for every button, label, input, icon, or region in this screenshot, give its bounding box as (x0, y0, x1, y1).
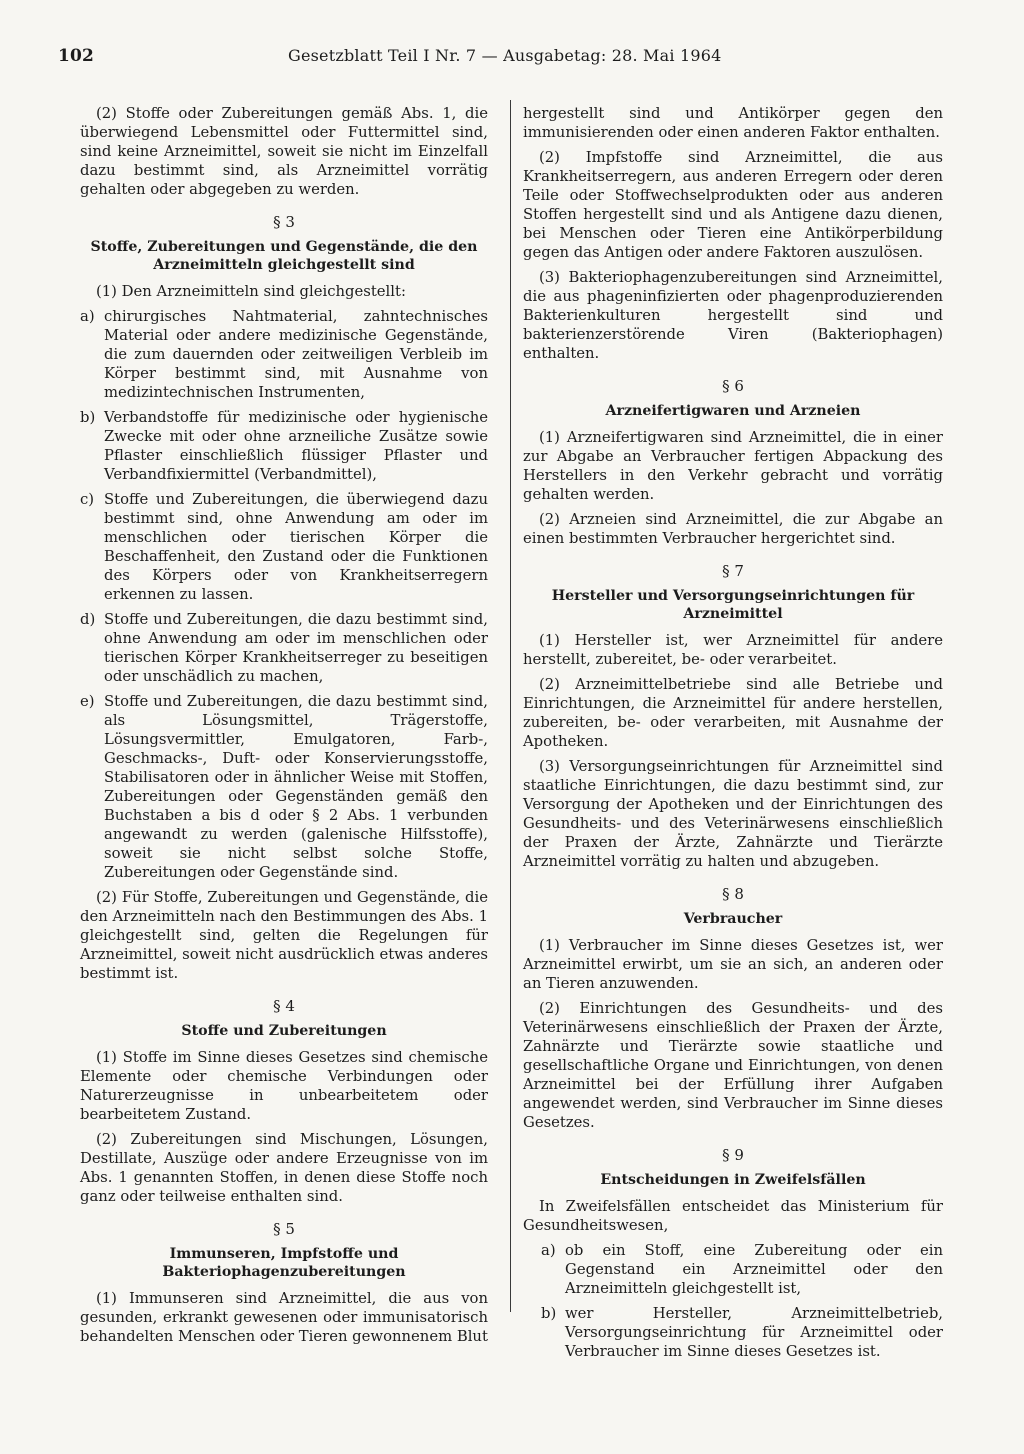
s5-abs1-cont: hergestellt sind und Antikörper gegen den immunisierenden oder einen anderen Faktor enthalten. (523, 105, 943, 141)
s7-abs3: (3) Versorgungseinrichtungen für Arzneimittel sind staatliche Einrichtungen, die dazu bestimmt sind, zur Versorgung der Apotheken und der Einrichtungen des Gesundheits- und des Veterinärwesens einschließlich der Praxen der Ärzte, Zahnärzte und Tierärzte Arzneimittel vorrätig zu halten und abzugeben. (523, 758, 943, 870)
s5-abs3: (3) Bakteriophagenzubereitungen sind Arzneimittel, die aus phageninfizierten oder phagenproduzierenden Bakterienkulturen hergestellt sind und bakterienzerstörende Viren (Bakteriophagen) enthalten. (523, 269, 943, 362)
section-8-title: Verbraucher (683, 911, 783, 927)
section-7-mark: § 7 (722, 562, 744, 580)
list-item-text: wer Hersteller, Arzneimittelbetrieb, Versorgungseinrichtung für Arzneimittel oder Verbraucher im Sinne dieses Gesetzes ist. (565, 1305, 943, 1360)
list-item (80, 610, 488, 686)
section-5-mark: § 5 (273, 1220, 295, 1238)
s2-abs2: (2) Stoffe oder Zubereitungen gemäß Abs. 1, die überwiegend Lebensmittel oder Futtermittel sind, sind keine Arzneimittel, soweit sie nicht im Einzelfall dazu bestimmt sind, als Arzneimittel vorrätig gehalten oder abgegeben zu werden. (80, 105, 488, 198)
section-4-mark: § 4 (273, 997, 295, 1015)
left-column (80, 104, 488, 1352)
list-item-text: Stoffe und Zubereitungen, die dazu bestimmt sind, ohne Anwendung am oder im menschlichen oder tierischen Körper Krankheitserreger zu beseitigen oder unschädlich zu machen, (104, 611, 488, 685)
list-item-label: a) (541, 1242, 556, 1259)
section-3-mark: § 3 (273, 213, 295, 231)
list-item-text: chirurgisches Nahtmaterial, zahntechnisches Material oder andere medizinische Gegenstände, die zum dauernden oder zeitweiligen Verbleib im Körper bestimmt sind, mit Ausnahme von medizintechnischen Instrumenten, (104, 308, 488, 401)
list-item-text: Stoffe und Zubereitungen, die überwiegend dazu bestimmt sind, ohne Anwendung am oder im menschlichen oder tierischen Körper die Beschaffenheit, den Zustand oder die Funktionen des Körpers oder von Krankheitserregern erkennen zu lassen. (104, 491, 488, 603)
s9-intro: In Zweifelsfällen entscheidet das Ministerium für Gesundheitswesen, (523, 1198, 943, 1234)
section-4-title: Stoffe und Zubereitungen (181, 1023, 387, 1039)
s5-abs2: (2) Impfstoffe sind Arzneimittel, die aus Krankheitserregern, aus anderen Erregern oder deren Teile oder Stoffwechselprodukten oder aus anderen Stoffen hergestellt sind und als Antigene dazu dienen, bei Menschen oder Tieren eine Antikörperbildung gegen das Antigen oder andere Faktoren auszulösen. (523, 149, 943, 261)
section-9-mark: § 9 (722, 1146, 744, 1164)
section-3-title: Stoffe, Zubereitungen und Gegenstände, die den Arzneimitteln gleichgestellt sind (90, 239, 478, 273)
list-item-text: ob ein Stoff, eine Zubereitung oder ein Gegenstand ein Arzneimittel oder den Arzneimitteln gleichgestellt ist, (565, 1242, 943, 1297)
list-item (80, 692, 488, 882)
section-5-title: Immunseren, Impfstoffe und Bakteriophagenzubereitungen (162, 1246, 406, 1280)
list-item (523, 1304, 943, 1361)
s8-abs1: (1) Verbraucher im Sinne dieses Gesetzes ist, wer Arzneimittel erwirbt, um sie an sich, an anderen oder an Tieren anzuwenden. (523, 937, 943, 992)
list-item (80, 307, 488, 402)
s5-abs1-start: (1) Immunseren sind Arzneimittel, die aus von gesunden, erkrankt gewesenen oder immunisatorisch behandelten Menschen oder Tieren gewonnenem Blut (80, 1290, 488, 1345)
list-item (80, 408, 488, 484)
s6-abs1: (1) Arzneifertigwaren sind Arzneimittel, die in einer zur Abgabe an Verbraucher fertigen Abpackung des Herstellers in den Verkehr gebracht und vorrätig gehalten werden. (523, 429, 943, 503)
list-item-text: Verbandstoffe für medizinische oder hygienische Zwecke mit oder ohne arzneiliche Zusätze sowie Pflaster einschließlich flüssiger Pflaster und Verbandfixiermittel (Verbandmittel), (104, 409, 488, 483)
list-item-label: c) (80, 491, 95, 508)
list-item (523, 1241, 943, 1298)
list-item-label: a) (80, 308, 95, 325)
s7-abs1: (1) Hersteller ist, wer Arzneimittel für andere herstellt, zubereitet, be- oder verarbeitet. (523, 632, 943, 668)
column-divider (510, 100, 511, 1312)
s8-abs2: (2) Einrichtungen des Gesundheits- und des Veterinärwesens einschließlich der Praxen der Ärzte, Zahnärzte und Tierärzte sowie staatliche und gesellschaftliche Organe und Einrichtungen, von denen Arzneimittel bei der Erfüllung ihrer Aufgaben angewendet werden, sind Verbraucher im Sinne dieses Gesetzes. (523, 1000, 943, 1131)
list-item-label: b) (541, 1305, 557, 1322)
section-8-mark: § 8 (722, 885, 744, 903)
s3-abs2: (2) Für Stoffe, Zubereitungen und Gegenstände, die den Arzneimitteln nach den Bestimmungen des Abs. 1 gleichgestellt sind, gelten die Regelungen für Arzneimittel, soweit nicht ausdrücklich etwas anderes bestimmt ist. (80, 889, 488, 982)
list-item-label: b) (80, 409, 96, 426)
page-number: 102 (58, 46, 95, 66)
section-9-title: Entscheidungen in Zweifelsfällen (600, 1172, 866, 1188)
list-item-text: Stoffe und Zubereitungen, die dazu bestimmt sind, als Lösungsmittel, Trägerstoffe, Lösungsvermittler, Emulgatoren, Farb-, Geschmacks-, Duft- oder Konservierungsstoffe, Stabilisatoren oder in ähnlicher Weise mit Stoffen, Zubereitungen oder Gegenständen gemäß den Buchstaben a bis d oder § 2 Abs. 1 verbunden angewandt zu werden (galenische Hilfsstoffe), soweit sie nicht selbst solche Stoffe, Zubereitungen oder Gegenstände sind. (104, 693, 488, 881)
s4-abs2: (2) Zubereitungen sind Mischungen, Lösungen, Destillate, Auszüge oder andere Erzeugnisse von im Abs. 1 genannten Stoffen, in denen diese Stoffe noch ganz oder teilweise enthalten sind. (80, 1131, 488, 1205)
running-head: Gesetzblatt Teil I Nr. 7 — Ausgabetag: 28. Mai 1964 (288, 46, 722, 65)
section-6-mark: § 6 (722, 377, 744, 395)
list-item-label: e) (80, 693, 95, 710)
page-header (58, 44, 966, 74)
list-item (80, 490, 488, 604)
s7-abs2: (2) Arzneimittelbetriebe sind alle Betriebe und Einrichtungen, die Arzneimittel für andere herstellen, zubereiten, be- oder verarbeiten, mit Ausnahme der Apotheken. (523, 676, 943, 750)
list-item-label: d) (80, 611, 96, 628)
s6-abs2: (2) Arzneien sind Arzneimittel, die zur Abgabe an einen bestimmten Verbraucher hergerichtet sind. (523, 511, 943, 547)
section-6-title: Arzneifertigwaren und Arzneien (605, 403, 861, 419)
right-column (523, 104, 943, 1367)
section-7-title: Hersteller und Versorgungseinrichtungen für Arzneimittel (551, 588, 915, 622)
s3-abs1: (1) Den Arzneimitteln sind gleichgestellt: (96, 283, 406, 300)
s4-abs1: (1) Stoffe im Sinne dieses Gesetzes sind chemische Elemente oder chemische Verbindungen oder Naturerzeugnisse in unbearbeitetem oder bearbeitetem Zustand. (80, 1049, 488, 1123)
